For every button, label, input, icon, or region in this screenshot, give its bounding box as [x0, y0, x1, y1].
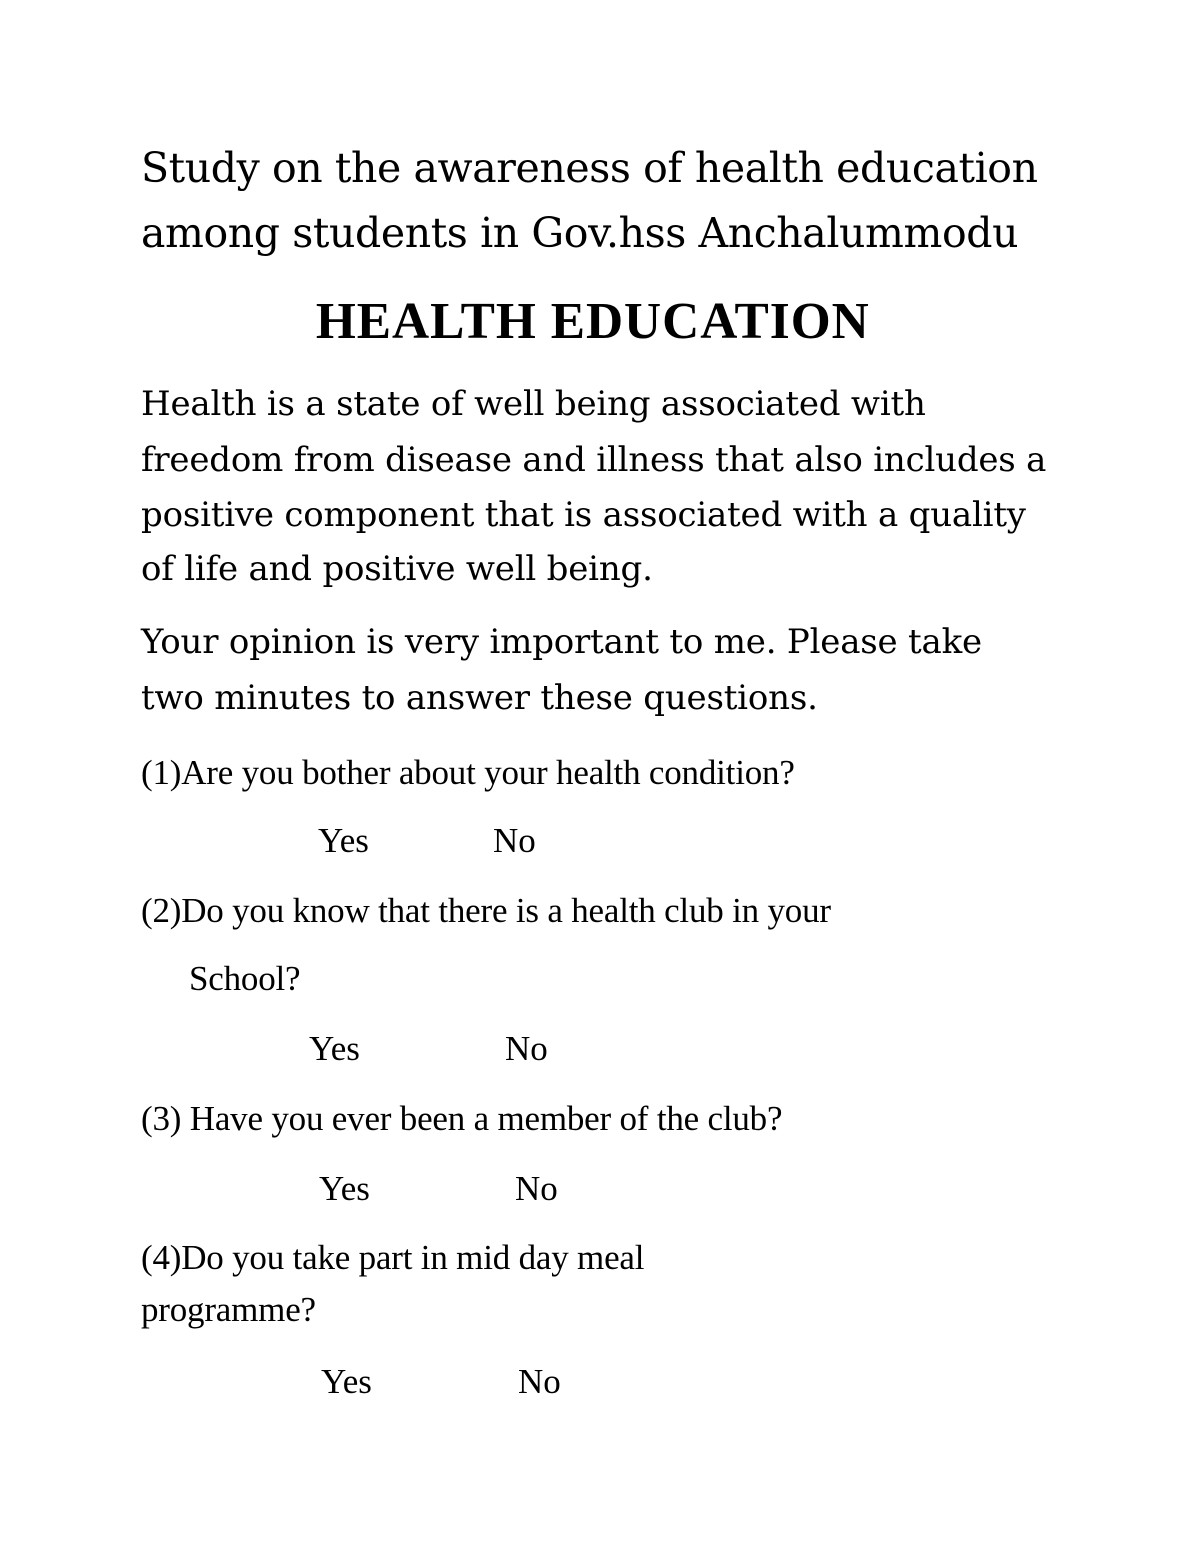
question-4-no-option[interactable]: No [518, 1362, 561, 1401]
intro-line-4: of life and positive well being. [141, 549, 653, 589]
question-1-text: (1)Are you bother about your health condition? [141, 753, 795, 792]
question-3-text: (3) Have you ever been a member of the club? [141, 1099, 783, 1138]
question-2-no-option[interactable]: No [505, 1029, 548, 1068]
question-1-yes-option[interactable]: Yes [318, 821, 369, 860]
question-2-text-line-2: School? [189, 959, 301, 998]
question-4-text-line-2: programme? [141, 1290, 316, 1329]
intro-line-3: positive component that is associated with a quality [141, 495, 1026, 535]
title-line-1: Study on the awareness of health education [141, 144, 1038, 192]
request-line-2: two minutes to answer these questions. [141, 678, 818, 718]
question-4-yes-option[interactable]: Yes [321, 1362, 372, 1401]
question-3-no-option[interactable]: No [515, 1169, 558, 1208]
section-heading: HEALTH EDUCATION [315, 293, 870, 350]
question-2-text-line-1: (2)Do you know that there is a health club in your [141, 891, 831, 930]
title-line-2: among students in Gov.hss Anchalummodu [141, 209, 1019, 257]
question-3-yes-option[interactable]: Yes [319, 1169, 370, 1208]
intro-line-2: freedom from disease and illness that also includes a [141, 440, 1047, 480]
question-2-yes-option[interactable]: Yes [309, 1029, 360, 1068]
intro-line-1: Health is a state of well being associated with [141, 384, 926, 424]
question-4-text-line-1: (4)Do you take part in mid day meal [141, 1238, 645, 1277]
question-1-no-option[interactable]: No [493, 821, 536, 860]
request-line-1: Your opinion is very important to me. Please take [141, 622, 982, 662]
